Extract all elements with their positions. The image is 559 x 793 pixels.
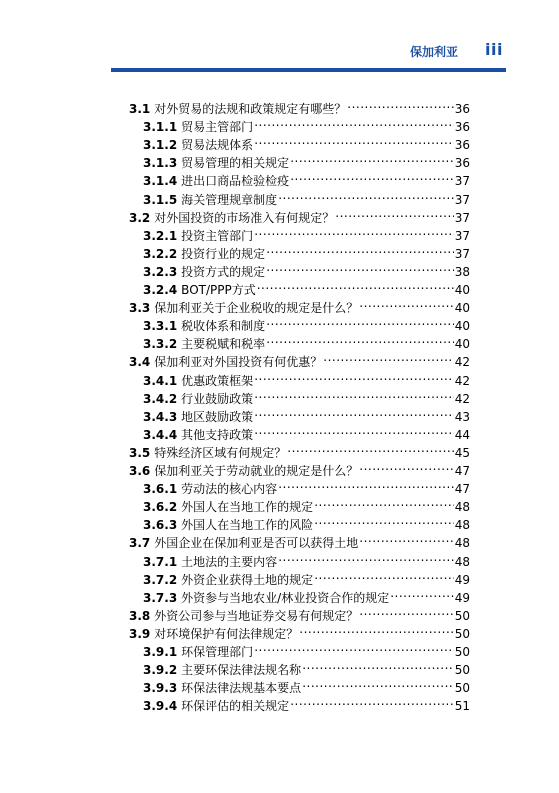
toc-entry-number: 3.9.4 <box>143 699 178 714</box>
toc-entry[interactable] <box>143 403 470 424</box>
toc-entry[interactable] <box>143 186 470 207</box>
toc-dot-leader <box>302 674 454 692</box>
toc-dot-leader <box>299 620 453 638</box>
toc-entry-page: 42 <box>454 373 470 388</box>
toc-entry-page: 50 <box>454 663 470 678</box>
toc-entry[interactable] <box>143 692 470 714</box>
toc-entry-title: 对环境保护有何法律规定？ <box>154 626 299 641</box>
toc-entry-number: 3.5 <box>129 445 151 460</box>
toc-entry-number: 3.9 <box>129 626 151 641</box>
toc-entry-page: 37 <box>454 246 470 261</box>
toc-dot-leader <box>335 204 453 222</box>
toc-entry-number: 3.1.4 <box>143 174 178 189</box>
toc-entry[interactable] <box>143 113 470 135</box>
toc-entry-title: 投资方式的规定 <box>181 264 266 279</box>
toc-entry-title: 对外国投资的市场准入有何规定？ <box>154 210 335 225</box>
toc-dot-leader <box>278 548 454 566</box>
toc-entry[interactable] <box>143 511 470 533</box>
toc-entry-page: 45 <box>454 445 470 460</box>
toc-entry-number: 3.7 <box>129 536 151 551</box>
toc-entry-number: 3.4.3 <box>143 409 178 424</box>
toc-entry-number: 3.4.4 <box>143 427 178 442</box>
toc-entry-page: 49 <box>454 572 470 587</box>
toc-entry-page: 38 <box>454 264 470 279</box>
toc-entry-page: 42 <box>454 355 470 370</box>
toc-entry-title: 外资公司参与当地证券交易有何规定？ <box>154 608 359 623</box>
toc-entry-number: 3.2 <box>129 210 151 225</box>
toc-entry-page: 40 <box>454 337 470 352</box>
toc-entry-title: 土地法的主要内容 <box>181 554 278 569</box>
toc-entry-number: 3.9.1 <box>143 645 178 659</box>
toc-dot-leader <box>254 638 454 656</box>
toc-entry-page: 44 <box>454 427 470 442</box>
toc-entry-title: 贸易法规体系 <box>181 138 254 153</box>
toc-entry[interactable] <box>143 367 470 388</box>
toc-entry[interactable] <box>143 638 470 659</box>
toc-entry-number: 3.9.3 <box>143 681 178 696</box>
toc-entry-title: 保加利亚对外国投资有何优惠？ <box>154 355 323 370</box>
toc-entry-number: 3.2.1 <box>143 228 178 243</box>
toc-entry-page: 43 <box>454 409 470 424</box>
toc-entry-title: 对外贸易的法规和政策规定有哪些？ <box>154 102 347 116</box>
toc-entry-title: 劳动法的核心内容 <box>181 482 278 497</box>
toc-entry-number: 3.1.5 <box>143 192 178 207</box>
toc-entry-page: 47 <box>454 464 470 478</box>
toc-dot-leader <box>266 258 454 276</box>
toc-entry-number: 3.4 <box>129 355 151 370</box>
toc-dot-leader <box>266 240 454 258</box>
toc-entry-page: 51 <box>454 699 470 714</box>
toc-entry-number: 3.6 <box>129 464 151 478</box>
toc-entry-page: 50 <box>454 626 470 641</box>
toc-entry[interactable] <box>143 566 470 587</box>
toc-entry-number: 3.9.2 <box>143 663 178 678</box>
toc-entry-page: 50 <box>454 608 470 623</box>
toc-dot-leader <box>359 457 453 475</box>
toc-entry-number: 3.8 <box>129 608 151 623</box>
toc-entry[interactable] <box>129 204 470 225</box>
toc-entry-page: 37 <box>454 210 470 225</box>
toc-entry-page: 47 <box>454 482 470 497</box>
toc-dot-leader <box>254 367 454 385</box>
toc-entry-title: 主要环保法律法规名称 <box>181 663 302 678</box>
toc-entry-number: 3.2.4 <box>143 283 178 297</box>
toc-dot-leader <box>254 113 454 131</box>
toc-entry[interactable] <box>129 294 470 316</box>
toc-entry-title: 环保法律法规基本要点 <box>181 681 302 696</box>
toc-entry-number: 3.3 <box>129 301 151 316</box>
toc-dot-leader <box>266 330 454 348</box>
toc-entry[interactable] <box>143 475 470 497</box>
toc-entry-title: 主要税赋和税率 <box>181 337 266 352</box>
toc-entry[interactable] <box>129 620 470 641</box>
toc-entry[interactable] <box>143 222 470 243</box>
toc-entry-number: 3.4.2 <box>143 391 178 406</box>
toc-entry[interactable] <box>143 240 470 261</box>
header-rule <box>111 68 506 72</box>
toc-entry[interactable] <box>143 149 470 171</box>
toc-entry-number: 3.3.2 <box>143 337 178 352</box>
toc-entry-title: 投资行业的规定 <box>181 246 266 261</box>
toc-entry[interactable] <box>143 584 470 605</box>
toc-entry-title: 其他支持政策 <box>181 427 254 442</box>
toc-dot-leader <box>347 95 453 113</box>
toc-entry[interactable] <box>143 131 470 153</box>
toc-dot-leader <box>278 186 454 204</box>
toc-entry-number: 3.1.3 <box>143 156 178 171</box>
toc-entry-number: 3.6.2 <box>143 500 178 515</box>
toc-entry-title: 外国人在当地工作的风险 <box>181 518 314 533</box>
toc-entry-title: 环保管理部门 <box>181 645 254 659</box>
toc-entry-page: 40 <box>454 301 470 316</box>
toc-entry[interactable] <box>143 330 470 352</box>
toc-dot-leader <box>302 656 454 674</box>
toc-entry[interactable] <box>129 602 470 623</box>
toc-entry-title: 税收体系和制度 <box>181 319 266 334</box>
toc-entry[interactable] <box>143 674 470 696</box>
toc-entry-page: 36 <box>454 102 470 116</box>
toc-entry[interactable] <box>143 493 470 515</box>
toc-dot-leader <box>287 439 453 457</box>
toc-dot-leader <box>254 421 454 439</box>
toc-dot-leader <box>314 493 454 511</box>
toc-entry-title: 进出口商品检验检疫 <box>181 174 290 189</box>
toc-entry[interactable] <box>129 348 470 370</box>
toc-entry-number: 3.7.3 <box>143 590 178 605</box>
toc-entry-number: 3.1.1 <box>143 120 178 135</box>
toc-entry-title: 保加利亚关于劳动就业的规定是什么？ <box>154 464 359 478</box>
toc-dot-leader <box>254 385 454 403</box>
toc-entry-page: 48 <box>454 554 470 569</box>
toc-dot-leader <box>254 222 454 240</box>
toc-entry-number: 3.1 <box>129 102 151 116</box>
toc-entry[interactable] <box>129 529 470 551</box>
toc-entry-title: 外资企业获得土地的规定 <box>181 572 314 587</box>
toc-dot-leader <box>290 149 454 167</box>
toc-entry-number: 3.6.3 <box>143 518 178 533</box>
toc-dot-leader <box>266 312 454 330</box>
toc-entry-title: 行业鼓励政策 <box>181 391 254 406</box>
toc-entry-title: 贸易主管部门 <box>181 120 254 135</box>
toc-entry-page: 50 <box>454 645 470 659</box>
toc-entry-number: 3.4.1 <box>143 373 178 388</box>
toc-entry-number: 3.3.1 <box>143 319 178 334</box>
toc-dot-leader <box>254 131 454 149</box>
toc-entry-number: 3.7.2 <box>143 572 178 587</box>
toc-dot-leader <box>359 602 453 620</box>
toc-entry-number: 3.7.1 <box>143 554 178 569</box>
toc-entry[interactable] <box>143 312 470 334</box>
toc-dot-leader <box>390 584 454 602</box>
toc-dot-leader <box>323 348 453 366</box>
toc-entry-page: 37 <box>454 228 470 243</box>
toc-entry-page: 36 <box>454 138 470 153</box>
toc-entry-number: 3.2.2 <box>143 246 178 261</box>
toc-entry-page: 36 <box>454 120 470 135</box>
toc-entry-page: 40 <box>454 319 470 334</box>
page-number: iii <box>485 40 503 59</box>
toc-entry-title: 贸易管理的相关规定 <box>181 156 290 171</box>
toc-entry-title: BOT/PPP方式 <box>181 283 256 297</box>
toc-entry-page: 37 <box>454 192 470 207</box>
toc-entry-number: 3.1.2 <box>143 138 178 153</box>
toc-entry-title: 环保评估的相关规定 <box>181 699 290 714</box>
toc-entry-page: 48 <box>454 536 470 551</box>
toc-dot-leader <box>359 294 453 312</box>
toc-entry-title: 外资参与当地农业/林业投资合作的规定 <box>181 590 390 605</box>
toc-entry-page: 48 <box>454 500 470 515</box>
toc-entry[interactable] <box>143 385 470 406</box>
toc-entry-title: 外国人在当地工作的规定 <box>181 500 314 515</box>
toc-dot-leader <box>254 403 454 421</box>
toc-entry-page: 37 <box>454 174 470 189</box>
toc-entry-title: 外国企业在保加利亚是否可以获得土地 <box>154 536 359 551</box>
toc-entry-page: 42 <box>454 391 470 406</box>
toc-entry-title: 地区鼓励政策 <box>181 409 254 424</box>
toc-entry[interactable] <box>143 167 470 189</box>
toc-dot-leader <box>290 692 454 710</box>
toc-entry[interactable] <box>143 258 470 279</box>
toc-entry-title: 特殊经济区域有何规定？ <box>154 445 287 460</box>
toc-entry[interactable] <box>129 95 470 116</box>
toc-entry-number: 3.6.1 <box>143 482 178 497</box>
toc-entry[interactable] <box>143 656 470 678</box>
toc-entry[interactable] <box>143 421 470 442</box>
toc-entry-page: 36 <box>454 156 470 171</box>
toc-entry-title: 投资主管部门 <box>181 228 254 243</box>
toc-entry[interactable] <box>129 457 470 478</box>
running-header-title: 保加利亚 <box>410 45 459 59</box>
toc-dot-leader <box>278 475 454 493</box>
toc-entry-number: 3.2.3 <box>143 264 178 279</box>
toc-entry[interactable] <box>143 276 470 297</box>
toc-entry-title: 保加利亚关于企业税收的规定是什么？ <box>154 301 359 316</box>
toc-entry-title: 海关管理规章制度 <box>181 192 278 207</box>
toc-dot-leader <box>257 276 454 294</box>
toc-entry-page: 49 <box>454 590 470 605</box>
toc-entry-page: 50 <box>454 681 470 696</box>
toc-dot-leader <box>359 529 453 547</box>
toc-entry-page: 48 <box>454 518 470 533</box>
toc-entry-page: 40 <box>454 283 470 297</box>
toc-dot-leader <box>290 167 454 185</box>
toc-entry[interactable] <box>143 548 470 569</box>
toc-entry[interactable] <box>129 439 470 460</box>
toc-entry-title: 优惠政策框架 <box>181 373 254 388</box>
toc-dot-leader <box>314 511 454 529</box>
toc-dot-leader <box>314 566 454 584</box>
